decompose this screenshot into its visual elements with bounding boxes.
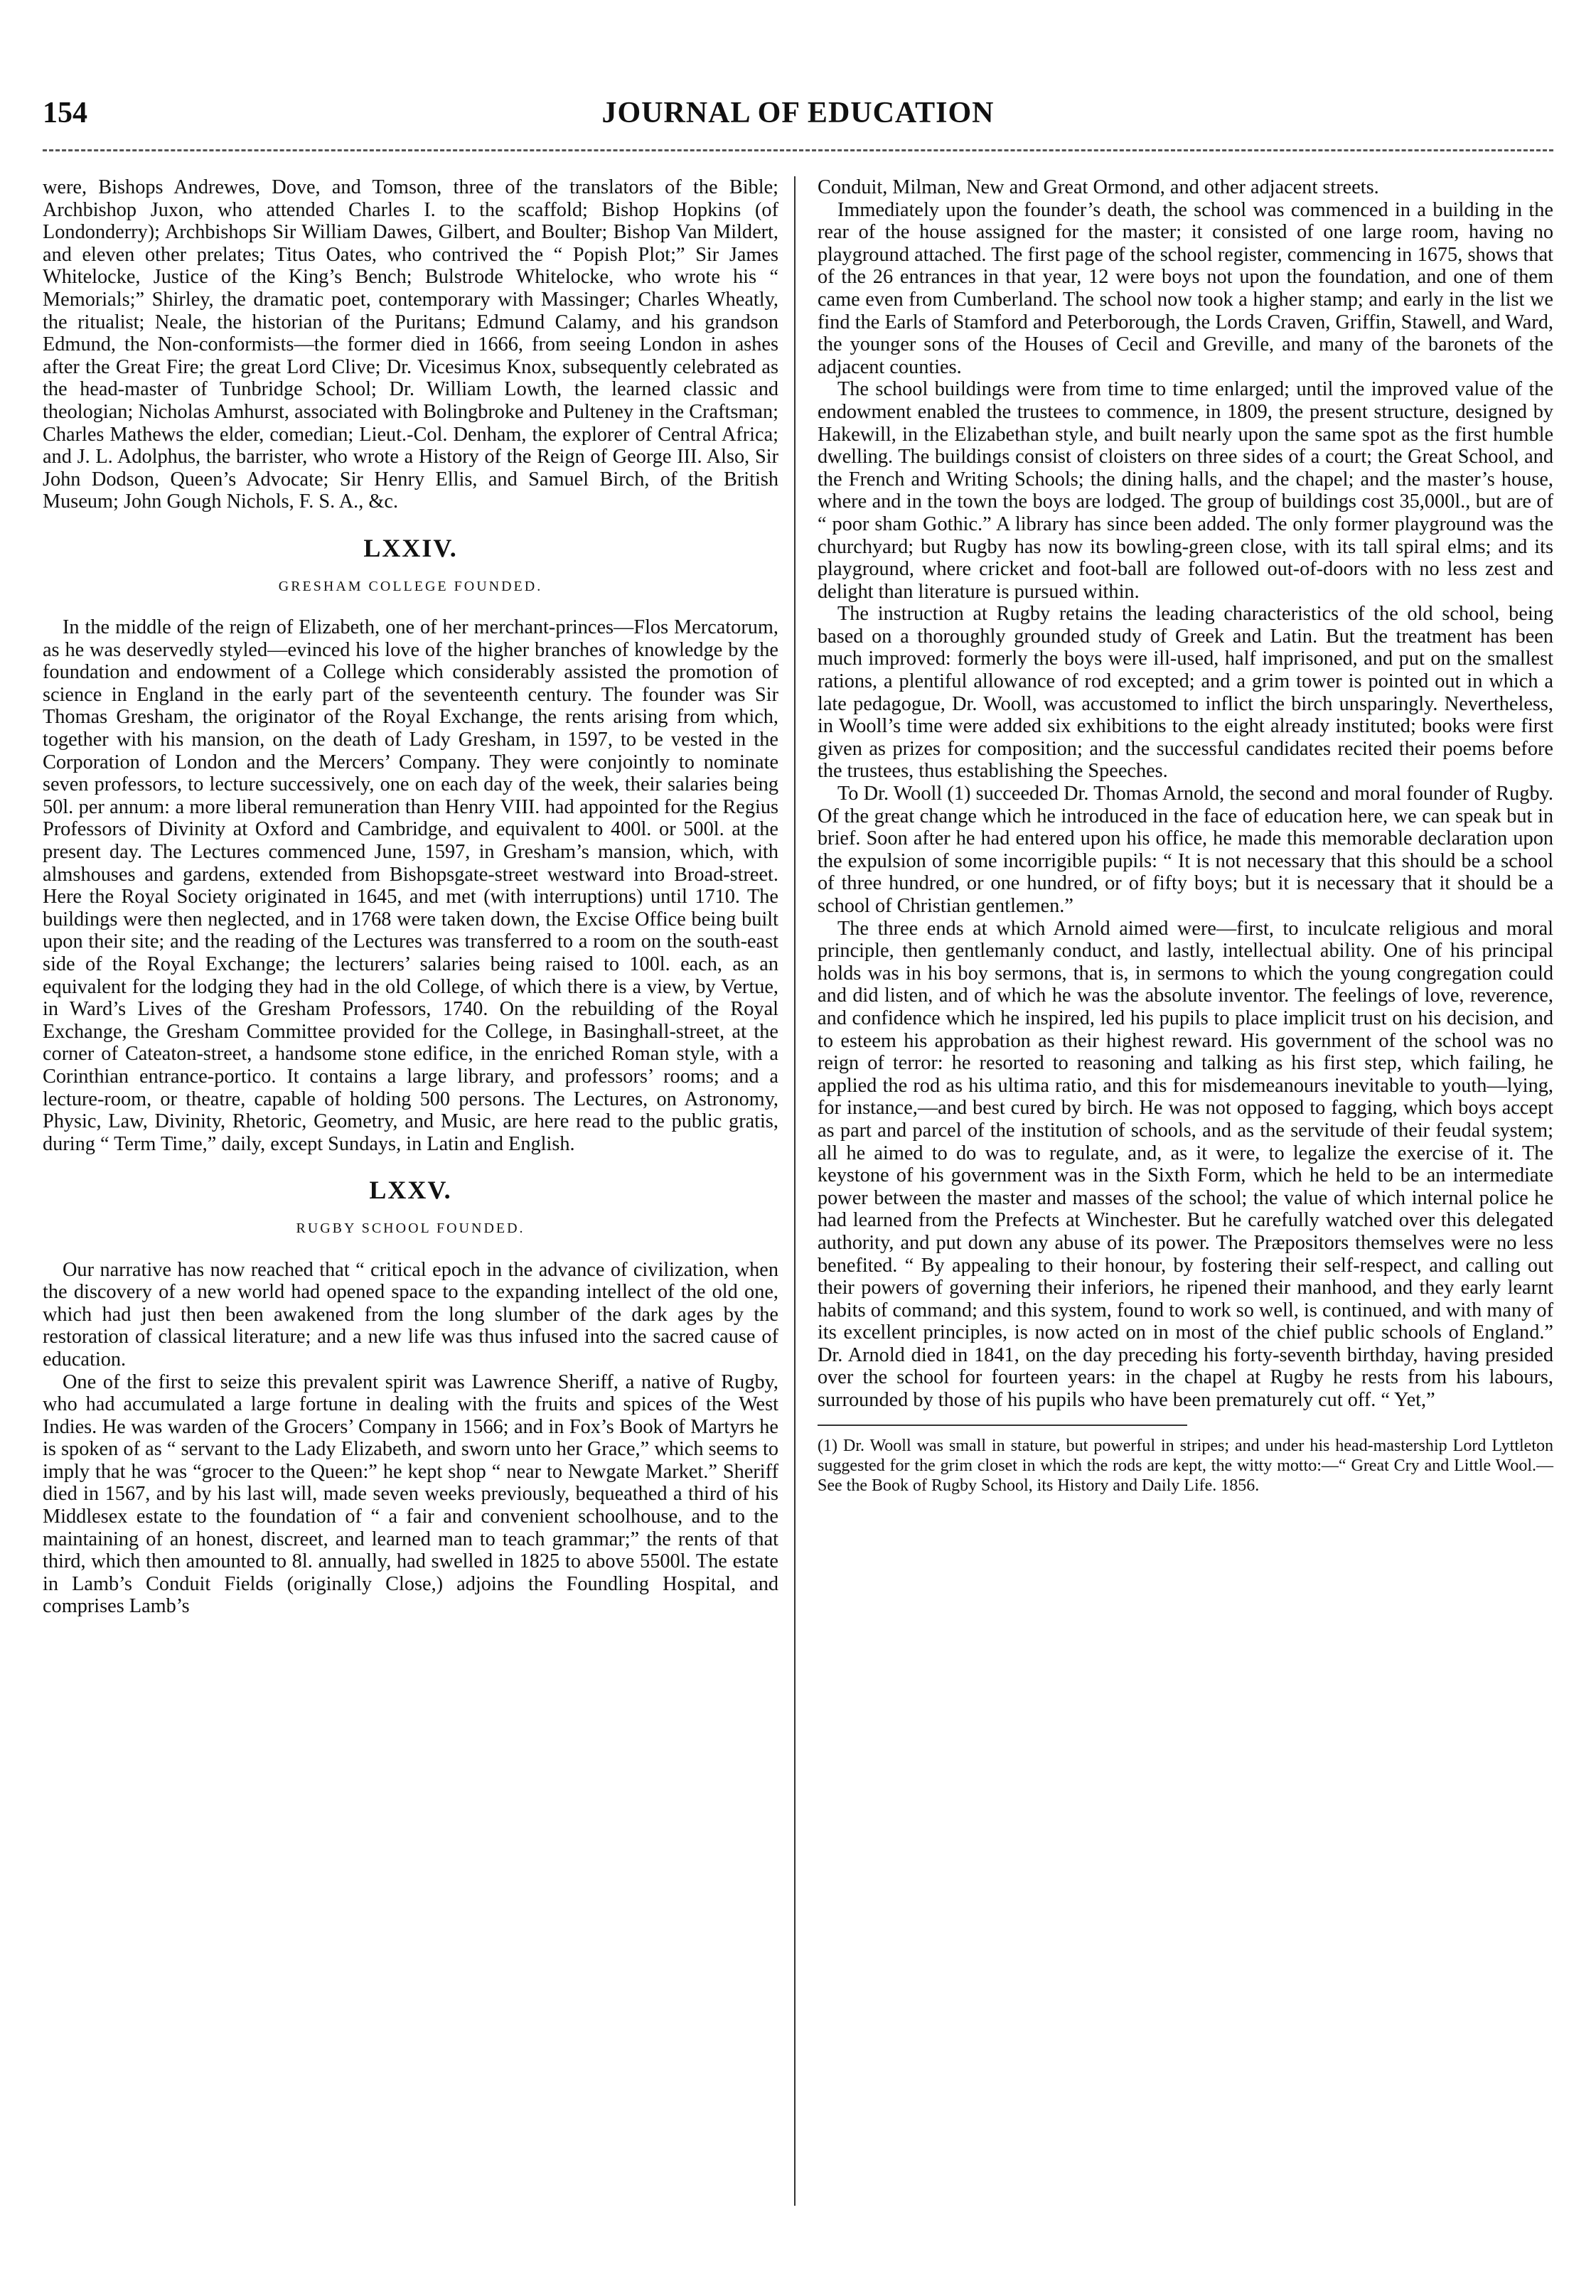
- header-rule: [43, 149, 1553, 151]
- paragraph: In the middle of the reign of Elizabeth, one of her merchant-princes—Flos Mercatorum, as he was deservedly styled—evinced his love of the higher branches of knowledge by the foundation and endowment of a College which considerably assisted the promotion of science in England in the early part of the seventeenth century. The founder was Sir Thomas Gresham, the originator of the Royal Exchange, the rents arising from which, together with his mansion, on the death of Lady Gresham, in 1597, to be vested in the Corporation of London and the Mercers’ Company. They were conjointly to nominate seven professors, to lecture successively, one on each day of the week, their salaries being 50l. per annum: a more liberal remuneration than Henry VIII. had appointed for the Regius Professors of Divinity at Oxford and Cambridge, and equivalent to 400l. or 500l. at the present day. The Lectures commenced June, 1597, in Gresham’s mansion, which, with almshouses and gardens, extended from Bishopsgate-street westward into Broad-street. Here the Royal Society originated in 1645, and met (with interruptions) until 1710. The buildings were then neglected, and in 1768 were taken down, the Excise Office being built upon their site; and the reading of the Lectures was transferred to a room on the south-east side of the Royal Exchange; the lecturers’ salaries being raised to 100l. each, as an equivalent for the lodging they had in the old College, of which there is a view, by Vertue, in Ward’s Lives of the Gresham Professors, 1740. On the rebuilding of the Royal Exchange, the Gresham Committee provided for the College, in Basinghall-street, at the corner of Cateaton-street, a handsome stone edifice, in the enriched Roman style, with a Corinthian entrance-portico. It contains a large library, and professors’ rooms; and a lecture-room, or theatre, capable of holding 500 persons. The Lectures, on Astronomy, Physic, Law, Divinity, Rhetoric, Geometry, and Music, are here read to the public gratis, during “ Term Time,” daily, except Sundays, in Latin and English.: [43, 616, 778, 1155]
- paragraph: Conduit, Milman, New and Great Ormond, and other adjacent streets.: [818, 176, 1379, 198]
- section-title: GRESHAM COLLEGE FOUNDED.: [278, 578, 543, 594]
- page-number: 154: [43, 97, 87, 129]
- paragraph: The instruction at Rugby retains the leading characteristics of the old school, being based on a thoroughly grounded study of Greek and Latin. But the treatment has been much improved: formerly the boys were ill-used, half imprisoned, and put on the smallest rations, a plentiful allowance of rod excepted; and a grim tower is pointed out in which a late pedagogue, Dr. Wooll, was accustomed to inflict the birch unsparingly. Nevertheless, in Wooll’s time were added six exhibitions to the eight already instituted; books were first given as prizes for composition; and the successful candidates recited their poems before the trustees, thus establishing the Speeches.: [818, 603, 1553, 783]
- running-head: JOURNAL OF EDUCATION: [601, 97, 995, 129]
- left-column: [43, 176, 778, 1618]
- section-number: LXXIV.: [363, 533, 458, 562]
- footnote-rule: [818, 1425, 1187, 1426]
- paragraph: Immediately upon the founder’s death, the school was commenced in a building in the rear of the house assigned for the master; it consisted of one large room, having no playground attached. The first page of the school register, commencing in 1675, shows that of the 26 entrances in that year, 12 were boys not upon the foundation, and one of them came even from Cumberland. The school now took a higher stamp; and early in the list we find the Earls of Stamford and Peterborough, the Lords Craven, Griffin, Stawell, and Ward, the younger sons of the Houses of Cecil and Greville, and many of the baronets of the adjacent counties.: [818, 198, 1553, 378]
- footnote: (1) Dr. Wooll was small in stature, but powerful in stripes; and under his head-mastership Lord Lyttleton suggested for the grim closet in which the rods are kept, the witty motto:—“ Great Cry and Little Wool.—See the Book of Rugby School, its History and Daily Life. 1856.: [818, 1436, 1553, 1495]
- right-column: [818, 176, 1553, 1496]
- paragraph: Our narrative has now reached that “ critical epoch in the advance of civilization, when the discovery of a new world had opened space to the expanding intellect of the old one, which had just then been awakened from the long slumber of the dark ages by the restoration of classical literature; and a new life was thus infused into the sacred cause of education.: [43, 1258, 778, 1370]
- page-header: [43, 96, 1553, 139]
- paragraph: The school buildings were from time to time enlarged; until the improved value of the endowment enabled the trustees to commence, in 1809, the present structure, designed by Hakewill, in the Elizabethan style, and built nearly upon the same spot as the first humble dwelling. The buildings consist of cloisters on three sides of a court; the Great School, and the French and Writing Schools; the dining halls, and the chapel; and the master’s house, where and in the town the boys are lodged. The group of buildings cost 35,000l., but are of “ poor sham Gothic.” A library has since been added. The only former playground was the churchyard; but Rugby has now its bowling-green close, with its tall spiral elms; and its playground, where cricket and foot-ball are followed out-of-doors with no less zest and delight than literature is pursued within.: [818, 378, 1553, 603]
- paragraph: One of the first to seize this prevalent spirit was Lawrence Sheriff, a native of Rugby, who had accumulated a large fortune in dealing with the fruits and spices of the West Indies. He was warden of the Grocers’ Company in 1566; and in Fox’s Book of Martyrs he is spoken of as “ servant to the Lady Elizabeth, and sworn unto her Grace,” which seems to imply that he was “grocer to the Queen:” he kept shop “ near to Newgate Market.” Sheriff died in 1567, and by his last will, made seven weeks previously, bequeathed a third of his Middlesex estate to the foundation of “ a fair and convenient schoolhouse, and to the maintaining of an honest, discreet, and learned man to teach grammar;” the rents of that third, which then amounted to 8l. annually, had swelled in 1825 to above 5500l. The estate in Lamb’s Conduit Fields (originally Close,) adjoins the Foundling Hospital, and comprises Lamb’s: [43, 1370, 778, 1618]
- section-title: RUGBY SCHOOL FOUNDED.: [296, 1220, 525, 1236]
- column-divider: [794, 176, 796, 2206]
- paragraph: were, Bishops Andrewes, Dove, and Tomson, three of the translators of the Bible; Archbishop Juxon, who attended Charles I. to the scaffold; Bishop Hopkins (of Londonderry); Archbishops Sir William Dawes, Gilbert, and Boulter; Bishop Van Mildert, and eleven other prelates; Titus Oates, who contrived the “ Popish Plot;” Sir James Whitelocke, Justice of the King’s Bench; Bulstrode Whitelocke, who wrote his “ Memorials;” Shirley, the dramatic poet, contemporary with Massinger; Charles Wheatly, the ritualist; Neale, the historian of the Puritans; Edmund Calamy, and his grandson Edmund, the Non-conformists—the former died in 1666, from seeing London in ashes after the Great Fire; the great Lord Clive; Dr. Vicesimus Knox, subsequently celebrated as the head-master of Tunbridge School; Dr. William Lowth, the learned classic and theologian; Nicholas Amhurst, associated with Bolingbroke and Pulteney in the Craftsman; Charles Mathews the elder, comedian; Lieut.-Col. Denham, the explorer of Central Africa; and J. L. Adolphus, the barrister, who wrote a History of the Reign of George III. Also, Sir John Dodson, Queen’s Advocate; Sir Henry Ellis, and Samuel Birch, of the British Museum; John Gough Nichols, F. S. A., &c.: [43, 176, 778, 513]
- paragraph: To Dr. Wooll (1) succeeded Dr. Thomas Arnold, the second and moral founder of Rugby. Of the great change which he introduced in the face of education here, we can speak but in brief. Soon after he had entered upon his office, he made this memorable declaration upon the expulsion of some incorrigible pupils: “ It is not necessary that this should be a school of three hundred, or one hundred, or of fifty boys; but it is necessary that it should be a school of Christian gentlemen.”: [818, 783, 1553, 917]
- paragraph: The three ends at which Arnold aimed were—first, to inculcate religious and moral principle, then gentlemanly conduct, and lastly, intellectual ability. One of his principal holds was in his boy sermons, that is, in sermons to which the young congregation could and did listen, and of which he was the absolute inventor. The feelings of love, reverence, and confidence which he inspired, led his pupils to place implicit trust on his decision, and to esteem his approbation as their highest reward. His government of the school was no reign of terror: he resorted to reasoning and talking as his first step, which failing, he applied the rod as his ultima ratio, and this for misdemeanours inevitable to youth—lying, for instance,—and best cured by birch. He was not opposed to fagging, which boys accept as part and parcel of the institution of schools, and as the servitude of their feudal system; all he aimed to do was to regulate, and, as it were, to legalize the exercise of it. The keystone of his government was in the Sixth Form, which he held to be an intermediate power between the master and masses of the school; the value of which internal police he had learned from the Prefects at Winchester. But he carefully watched over this delegated authority, and put down any abuse of its power. The Præpositors themselves were no less benefited. “ By appealing to their honour, by fostering their self-respect, and calling out their powers of governing their inferiors, he ripened their manhood, and they early learnt habits of command; and this system, found to work so well, is continued, and with many of its excellent principles, is now acted on in most of the chief public schools of England.” Dr. Arnold died in 1841, on the day preceding his forty-seventh birthday, having presided over the school for fourteen years: in the chapel at Rugby he rests from his labours, surrounded by those of his pupils who have been prematurely cut off. “ Yet,”: [818, 917, 1553, 1412]
- section-number: LXXV.: [369, 1176, 452, 1205]
